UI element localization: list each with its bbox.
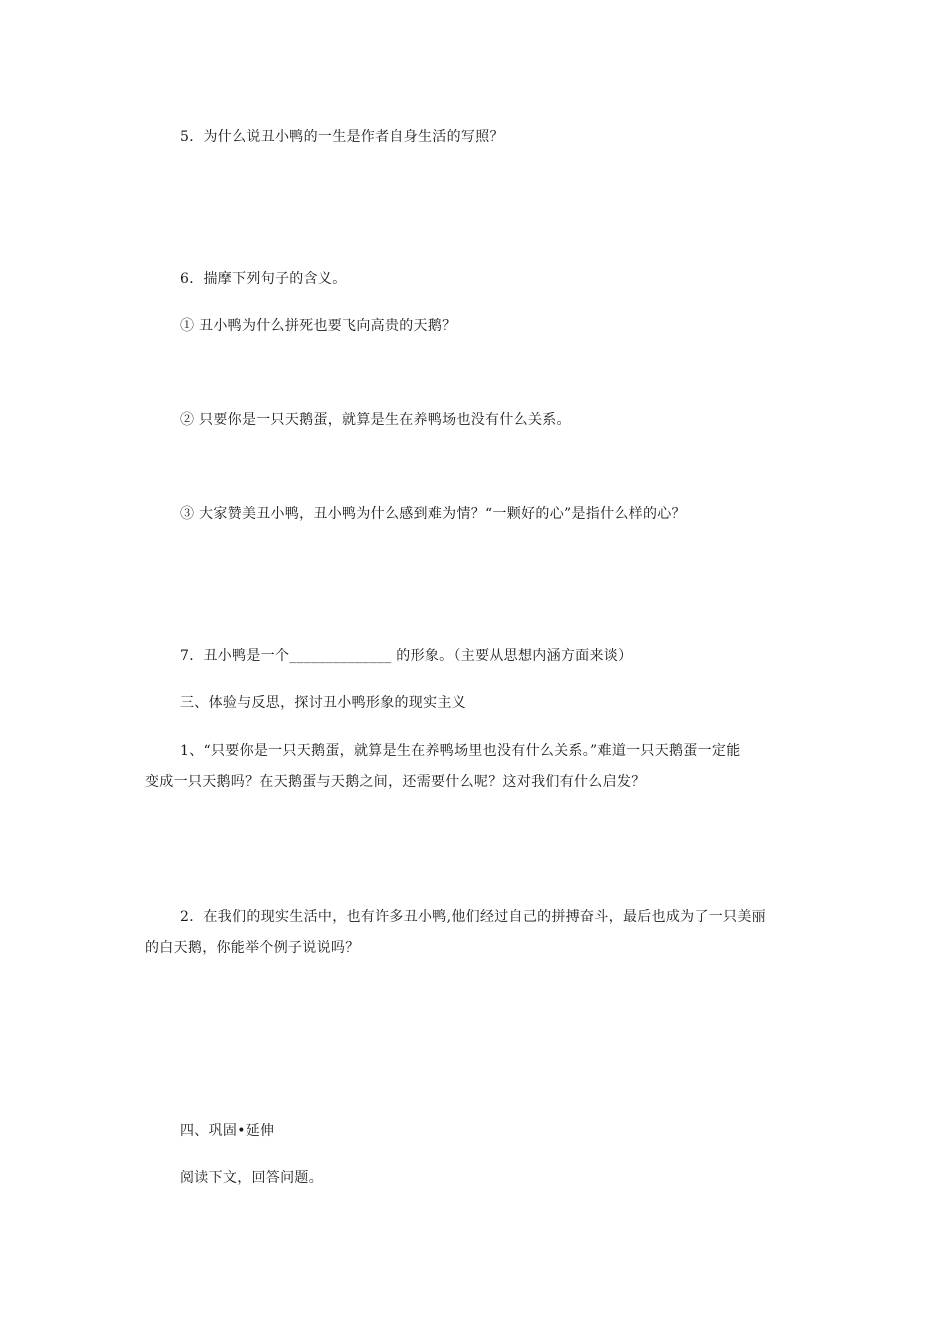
section-3-question-1-line-2: 变成一只天鹅吗？在天鹅蛋与天鹅之间，还需要什么呢？这对我们有什么启发？	[145, 774, 646, 790]
section-3-question-2-line-1: 2．在我们的现实生活中，也有许多丑小鸭,他们经过自己的拼搏奋斗，最后也成为了一只美丽	[180, 909, 766, 925]
question-7-suffix: 的形象。（主要从思想内涵方面来谈）	[391, 648, 633, 664]
question-7-prefix: 7．丑小鸭是一个	[180, 648, 290, 664]
section-3-heading: 三、体验与反思，探讨丑小鸭形象的现实主义	[180, 695, 466, 711]
question-6: 6．揣摩下列句子的含义。	[180, 271, 347, 287]
question-5: 5．为什么说丑小鸭的一生是作者自身生活的写照？	[180, 129, 504, 145]
question-7-blank: ______________	[289, 648, 392, 664]
section-4-heading: 四、巩固•延伸	[180, 1123, 275, 1139]
section-3-question-2-line-2: 的白天鹅，你能举个例子说说吗？	[145, 940, 360, 956]
question-6-item-3: ③ 大家赞美丑小鸭，丑小鸭为什么感到难为情？“一颗好的心”是指什么样的心？	[180, 506, 686, 522]
question-6-item-2: ② 只要你是一只天鹅蛋，就算是生在养鸭场也没有什么关系。	[180, 412, 571, 428]
reading-instruction: 阅读下文，回答问题。	[180, 1170, 323, 1186]
section-3-question-1-line-1: 1、“只要你是一只天鹅蛋，就算是生在养鸭场里也没有什么关系。”难道一只天鹅蛋一定能	[180, 743, 741, 759]
question-6-item-1: ① 丑小鸭为什么拼死也要飞向高贵的天鹅？	[180, 318, 457, 334]
question-7	[180, 646, 632, 666]
